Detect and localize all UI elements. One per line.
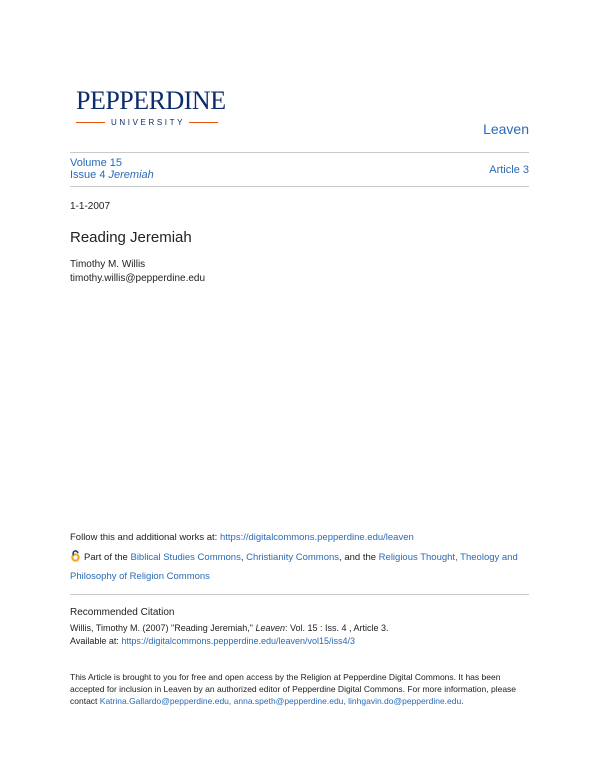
- recommended-citation-body: [70, 622, 389, 648]
- journal-link[interactable]: Leaven: [483, 121, 529, 137]
- divider-mid: [70, 186, 529, 187]
- contact-emails[interactable]: Katrina.Gallardo@pepperdine.edu, anna.speth@pepperdine.edu, linhgavin.do@pepperdine.edu: [99, 696, 462, 706]
- logo-subline: [76, 118, 218, 127]
- citation-line-2: [70, 635, 389, 648]
- part-of-prefix: Part of the: [84, 552, 131, 563]
- recommended-citation-heading: Recommended Citation: [70, 607, 175, 618]
- part-of-block: [70, 549, 530, 585]
- issue-prefix: Issue 4: [70, 169, 106, 181]
- citation-pre: Willis, Timothy M. (2007) "Reading Jeremiah,": [70, 623, 256, 633]
- religious-thought-link[interactable]: Religious Thought, Theology and Philosophy of Religion Commons: [70, 552, 518, 582]
- logo-rule-left: [76, 122, 105, 123]
- article-link[interactable]: Article 3: [489, 164, 529, 176]
- christianity-link[interactable]: Christianity Commons: [246, 552, 340, 563]
- citation-link[interactable]: https://digitalcommons.pepperdine.edu/leaven/vol15/iss4/3: [121, 636, 356, 646]
- biblical-studies-link[interactable]: Biblical Studies Commons: [130, 552, 241, 563]
- pepperdine-logo: [76, 86, 226, 127]
- author-name: Timothy M. Willis: [70, 259, 146, 270]
- author-block: [70, 258, 205, 286]
- issue-title: Jeremiah: [108, 169, 154, 181]
- part-of-sep2: , and the: [339, 552, 379, 563]
- issue-label[interactable]: [70, 169, 154, 181]
- volume-label[interactable]: Volume 15: [70, 157, 122, 169]
- citation-line-1: [70, 622, 389, 635]
- notice-text: This Article is brought to you for free and open access by the Religion at Pepperdine Digital Commons. It has been accepted for inclusion in Leaven by an authorized editor of Pepperdine Digital Commons. For more information, please contact: [70, 672, 517, 706]
- divider-bottom: [70, 594, 529, 595]
- follow-line: [70, 532, 414, 543]
- logo-rule-right: [189, 122, 218, 123]
- follow-text: Follow this and additional works at:: [70, 532, 220, 543]
- part-of-sep1: ,: [240, 552, 247, 563]
- citation-available: Available at:: [70, 636, 122, 646]
- citation-journal: Leaven: [255, 623, 285, 633]
- divider-top: [70, 152, 529, 153]
- logo-university: UNIVERSITY: [111, 118, 186, 127]
- access-notice: [70, 671, 532, 707]
- notice-end: .: [461, 696, 464, 706]
- publication-date: 1-1-2007: [70, 201, 111, 212]
- article-title: Reading Jeremiah: [70, 229, 192, 246]
- author-email: timothy.willis@pepperdine.edu: [70, 273, 206, 284]
- open-access-icon: [70, 550, 81, 568]
- logo-wordmark: PEPPERDINE: [76, 86, 226, 115]
- volume-issue[interactable]: [70, 157, 154, 181]
- citation-post: : Vol. 15 : Iss. 4 , Article 3.: [284, 623, 389, 633]
- follow-link[interactable]: https://digitalcommons.pepperdine.edu/leaven: [219, 532, 414, 543]
